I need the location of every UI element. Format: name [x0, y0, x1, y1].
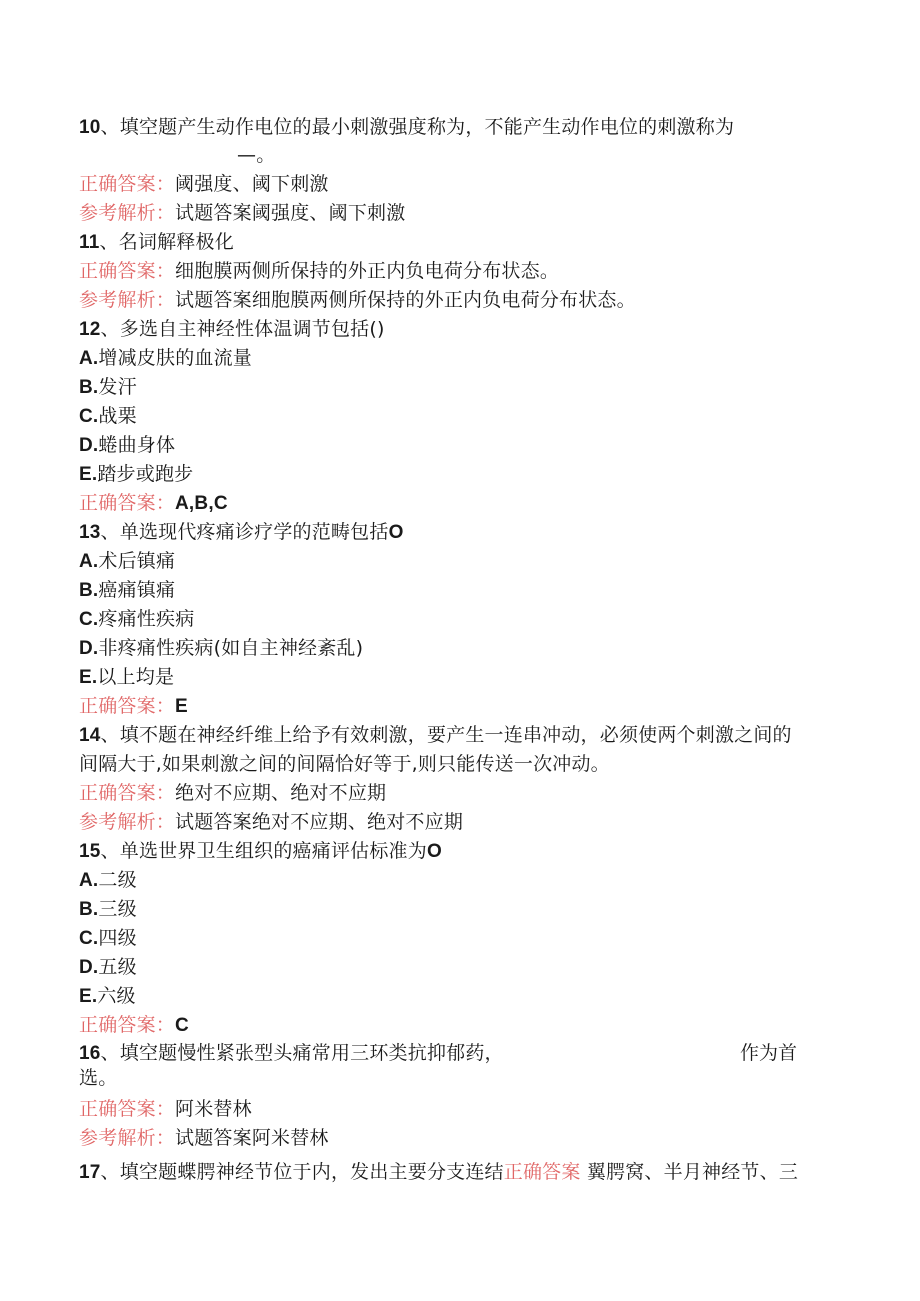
option-text: 非疼痛性疾病(如自主神经紊乱): [98, 637, 364, 659]
option-text: 战栗: [98, 405, 137, 427]
answer-text: 细胞膜两侧所保持的外正内负电荷分布状态。: [175, 260, 560, 282]
option-text: 癌痛镇痛: [98, 579, 176, 601]
question-text: 、填空题产生动作电位的最小刺激强度称为，不能产生动作电位的刺激称为: [100, 116, 735, 138]
explanation-label: 参考解析：: [79, 202, 176, 224]
explanation-label: 参考解析：: [79, 811, 176, 833]
question-number: 16: [79, 1043, 101, 1064]
option-key: B.: [79, 899, 99, 920]
question-10: [79, 115, 734, 140]
explanation-label: 参考解析：: [79, 1127, 176, 1149]
question-text: 、填空题慢性紧张型头痛常用三环类抗抑郁药，: [100, 1042, 504, 1064]
option-text: 术后镇痛: [98, 550, 176, 572]
explanation-text: 试题答案阈强度、阈下刺激: [175, 202, 406, 224]
option: [79, 636, 363, 661]
answer-label: 正确答案: [503, 1161, 581, 1183]
correct-answer: [79, 694, 188, 719]
question-continuation: 选。: [79, 1067, 118, 1089]
option-key: E.: [79, 667, 98, 688]
answer-label: 正确答案：: [79, 695, 176, 717]
option: [79, 984, 136, 1009]
option-text: 发汗: [98, 376, 137, 398]
option-key: D.: [79, 957, 99, 978]
option: [79, 897, 137, 922]
question-number: 10: [79, 117, 101, 138]
option-text: 以上均是: [97, 666, 175, 688]
explanation-text: 试题答案阿米替林: [175, 1127, 329, 1149]
question-14: [79, 723, 792, 748]
answer-label: 正确答案：: [79, 1014, 176, 1036]
option-key: A.: [79, 870, 99, 891]
question-text: 、单选世界卫生组织的癌痛评估标准为: [100, 840, 427, 862]
explanation: [79, 1126, 329, 1150]
question-number: 17: [79, 1162, 101, 1183]
option-text: 三级: [98, 898, 137, 920]
option: [79, 926, 137, 951]
question-16: [79, 1041, 504, 1066]
explanation: [79, 810, 463, 834]
option-key: B.: [79, 580, 99, 601]
answer-text: E: [175, 696, 188, 717]
question-text: 、填不题在神经纤维上给予有效刺激，要产生一连串冲动，必须使两个刺激之间的: [100, 724, 792, 746]
question-12: [79, 317, 385, 342]
option-text: 增减皮肤的血流量: [98, 347, 253, 369]
correct-answer: [79, 172, 329, 196]
option-key: C.: [79, 609, 99, 630]
question-tail: O: [426, 841, 442, 862]
answer-label: 正确答案：: [79, 1098, 176, 1120]
option: [79, 549, 175, 574]
question-text-right: 作为首: [740, 1042, 798, 1064]
question-15: [79, 839, 442, 864]
answer-label: 正确答案：: [79, 492, 176, 514]
option-key: C.: [79, 406, 99, 427]
option-text: 踏步或跑步: [97, 463, 194, 485]
explanation: [79, 288, 636, 312]
answer-text: 阿米替林: [175, 1098, 252, 1120]
question-number: 15: [79, 841, 101, 862]
option-key: B.: [79, 377, 99, 398]
explanation-text: 试题答案细胞膜两侧所保持的外正内负电荷分布状态。: [175, 289, 636, 311]
question-continuation: —。: [237, 144, 276, 166]
option-text: 五级: [98, 956, 137, 978]
option: [79, 665, 174, 690]
option: [79, 607, 194, 632]
option-text: 六级: [97, 985, 136, 1007]
question-17: [79, 1160, 798, 1185]
option-key: E.: [79, 986, 98, 1007]
option-text: 疼痛性疾病: [98, 608, 195, 630]
option-key: E.: [79, 464, 98, 485]
question-tail: O: [388, 522, 404, 543]
answer-label: 正确答案：: [79, 173, 176, 195]
option-key: D.: [79, 638, 99, 659]
correct-answer: [79, 1097, 252, 1121]
question-continuation: 间隔大于,如果刺激之间的间隔恰好等于,则只能传送一次冲动。: [79, 753, 610, 775]
explanation-text: 试题答案绝对不应期、绝对不应期: [175, 811, 464, 833]
question-number: 12: [79, 319, 101, 340]
answer-label: 正确答案：: [79, 260, 176, 282]
option-key: A.: [79, 348, 99, 369]
correct-answer: [79, 491, 228, 516]
option: [79, 375, 137, 400]
question-text: 、填空题蝶腭神经节位于内，发出主要分支连结: [100, 1161, 504, 1183]
answer-text: 绝对不应期、绝对不应期: [175, 782, 387, 804]
correct-answer: [79, 259, 559, 283]
question-number: 13: [79, 522, 101, 543]
option-text: 二级: [98, 869, 137, 891]
question-13: [79, 520, 404, 545]
option: [79, 346, 252, 371]
correct-answer: [79, 781, 386, 805]
option-key: D.: [79, 435, 99, 456]
answer-text: A,B,C: [175, 493, 228, 514]
option: [79, 433, 175, 458]
option-key: C.: [79, 928, 99, 949]
option: [79, 462, 193, 487]
correct-answer: [79, 1013, 189, 1038]
answer-text: C: [175, 1015, 189, 1036]
question-text: 、多选自主神经性体温调节包括(): [100, 318, 385, 340]
option-text: 蜷曲身体: [98, 434, 176, 456]
question-text: 、单选现代疼痛诊疗学的范畴包括: [100, 521, 389, 543]
explanation-label: 参考解析：: [79, 289, 176, 311]
option-key: A.: [79, 551, 99, 572]
option-text: 四级: [98, 927, 137, 949]
option: [79, 955, 137, 980]
question-text: 、名词解释极化: [99, 231, 234, 253]
answer-text: 翼腭窝、半月神经节、三: [586, 1161, 799, 1183]
answer-label: 正确答案：: [79, 782, 176, 804]
question-number: 11: [79, 232, 100, 253]
option: [79, 868, 137, 893]
option: [79, 404, 137, 429]
option: [79, 578, 175, 603]
explanation: [79, 201, 405, 225]
question-11: [79, 230, 234, 255]
answer-text: 阈强度、阈下刺激: [175, 173, 329, 195]
question-number: 14: [79, 725, 101, 746]
